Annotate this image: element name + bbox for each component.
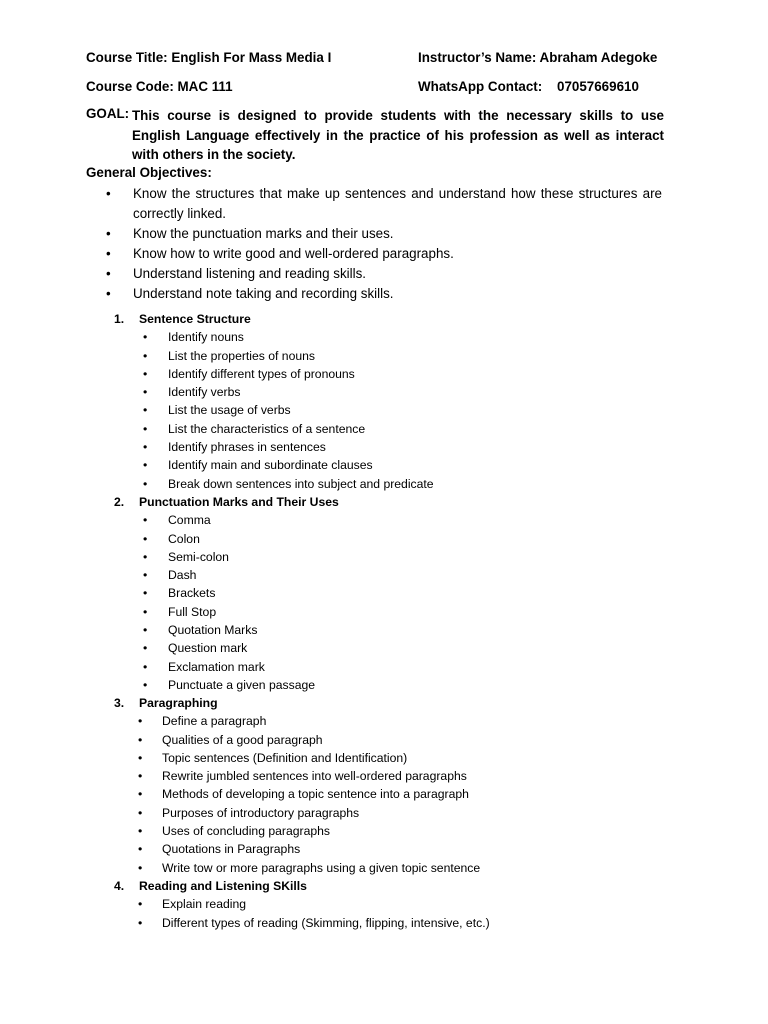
bullet-icon: • — [143, 641, 148, 656]
bullet-icon: • — [138, 732, 143, 747]
section-heading — [114, 694, 674, 712]
bullet-icon: • — [143, 348, 148, 363]
instructor-name: Instructor’s Name: Abraham Adegoke — [418, 50, 658, 65]
objective-text: Know how to write good and well-ordered paragraphs. — [133, 245, 454, 261]
bullet-icon: • — [138, 787, 143, 802]
section-sentence-structure — [114, 310, 674, 493]
topic-text: Comma — [168, 513, 211, 528]
topic-text: Quotation Marks — [168, 623, 258, 638]
topic-item — [114, 676, 674, 694]
bullet-icon: • — [106, 285, 111, 301]
topic-item — [114, 639, 674, 657]
topic-item — [114, 822, 674, 840]
section-number: 1. — [114, 312, 125, 326]
topic-text: Purposes of introductory paragraphs — [162, 805, 360, 820]
topic-text: List the properties of nouns — [168, 348, 316, 363]
section-topic-list — [114, 895, 674, 932]
section-title: Reading and Listening SKills — [139, 879, 307, 893]
section-title: Sentence Structure — [139, 312, 251, 326]
bullet-icon: • — [138, 769, 143, 784]
section-punctuation — [114, 493, 674, 694]
topic-text: Quotations in Paragraphs — [162, 842, 301, 857]
bullet-icon: • — [138, 805, 143, 820]
topic-text: Break down sentences into subject and predicate — [168, 476, 434, 491]
topic-item — [114, 365, 674, 383]
bullet-icon: • — [143, 513, 148, 528]
bullet-icon: • — [143, 659, 148, 674]
topic-text: List the usage of verbs — [168, 403, 291, 418]
topic-text: Identify main and subordinate clauses — [168, 458, 373, 473]
topic-item — [114, 749, 674, 767]
goal-label: GOAL: — [86, 106, 130, 121]
topic-text: Identify different types of pronouns — [168, 366, 355, 381]
section-number: 2. — [114, 495, 125, 509]
bullet-icon: • — [143, 604, 148, 619]
bullet-icon: • — [143, 385, 148, 400]
section-heading — [114, 877, 674, 895]
whatsapp-number: 07057669610 — [557, 79, 639, 94]
bullet-icon: • — [143, 549, 148, 564]
bullet-icon: • — [138, 714, 143, 729]
bullet-icon: • — [143, 330, 148, 345]
topic-text: Explain reading — [162, 897, 247, 912]
topic-text: Methods of developing a topic sentence into a paragraph — [162, 787, 469, 802]
section-heading — [114, 493, 674, 511]
topic-text: Rewrite jumbled sentences into well-ordered paragraphs — [162, 769, 467, 784]
objective-item — [106, 284, 662, 304]
bullet-icon: • — [143, 403, 148, 418]
topic-item — [114, 584, 674, 602]
bullet-icon: • — [143, 568, 148, 583]
topic-text: Brackets — [168, 586, 216, 601]
bullet-icon: • — [138, 824, 143, 839]
topic-text: Qualities of a good paragraph — [162, 732, 323, 747]
topic-item — [114, 804, 674, 822]
topic-item — [114, 420, 674, 438]
objective-text: Understand listening and reading skills. — [133, 265, 366, 281]
section-title: Punctuation Marks and Their Uses — [139, 495, 339, 509]
topic-text: Question mark — [168, 641, 248, 656]
topic-text: List the characteristics of a sentence — [168, 421, 366, 436]
general-objectives-list — [106, 184, 662, 304]
topic-text: Full Stop — [168, 604, 217, 619]
bullet-icon: • — [106, 225, 111, 241]
bullet-icon: • — [143, 623, 148, 638]
topic-item — [114, 475, 674, 493]
section-topic-list — [114, 328, 674, 493]
topic-text: Dash — [168, 568, 197, 583]
goal-text: This course is designed to provide students with the necessary skills to use English Language effectively in the practice of his profession as well as interact with others in the society. — [132, 108, 664, 162]
section-heading — [114, 310, 674, 328]
section-topic-list — [114, 712, 674, 877]
topic-text: Write tow or more paragraphs using a given topic sentence — [162, 860, 481, 875]
topic-item — [114, 859, 674, 877]
bullet-icon: • — [143, 531, 148, 546]
topic-item — [114, 438, 674, 456]
bullet-icon: • — [143, 458, 148, 473]
objective-text: Know the punctuation marks and their uses. — [133, 225, 394, 241]
section-title: Paragraphing — [139, 696, 218, 710]
topic-item — [114, 621, 674, 639]
objective-item — [106, 264, 662, 284]
topic-item — [114, 603, 674, 621]
bullet-icon: • — [143, 677, 148, 692]
topic-item — [114, 401, 674, 419]
bullet-icon: • — [138, 897, 143, 912]
whatsapp-label: WhatsApp Contact: — [418, 79, 543, 94]
section-number: 4. — [114, 879, 125, 893]
topic-item — [114, 548, 674, 566]
course-title: Course Title: English For Mass Media I — [86, 50, 332, 65]
topic-text: Exclamation mark — [168, 659, 265, 674]
section-paragraphing — [114, 694, 674, 877]
topic-item — [114, 840, 674, 858]
bullet-icon: • — [138, 860, 143, 875]
objective-text: Understand note taking and recording skills. — [133, 285, 394, 301]
topic-text: Punctuate a given passage — [168, 677, 316, 692]
section-number: 3. — [114, 696, 125, 710]
topic-item — [114, 914, 674, 932]
topic-item — [114, 895, 674, 913]
topic-text: Identify nouns — [168, 330, 244, 345]
bullet-icon: • — [138, 915, 143, 930]
topic-text: Uses of concluding paragraphs — [162, 824, 331, 839]
bullet-icon: • — [143, 421, 148, 436]
topic-text: Identify phrases in sentences — [168, 440, 326, 455]
bullet-icon: • — [143, 366, 148, 381]
topic-text: Identify verbs — [168, 385, 241, 400]
objective-text: Know the structures that make up sentences and understand how these structures are correctly linked. — [133, 186, 662, 221]
topic-item — [114, 785, 674, 803]
topic-item — [114, 566, 674, 584]
objective-item — [106, 224, 662, 244]
bullet-icon: • — [138, 842, 143, 857]
bullet-icon: • — [143, 476, 148, 491]
bullet-icon: • — [138, 750, 143, 765]
topic-item — [114, 530, 674, 548]
topic-item — [114, 456, 674, 474]
bullet-icon: • — [143, 586, 148, 601]
topic-text: Different types of reading (Skimming, flipping, intensive, etc.) — [162, 915, 490, 930]
bullet-icon: • — [106, 245, 111, 261]
general-objectives-title: General Objectives: — [86, 165, 212, 180]
topic-item — [114, 731, 674, 749]
topic-item — [114, 511, 674, 529]
section-reading-listening — [114, 877, 674, 932]
topic-text: Colon — [168, 531, 200, 546]
topic-text: Topic sentences (Definition and Identification) — [162, 750, 408, 765]
topic-item — [114, 658, 674, 676]
bullet-icon: • — [106, 186, 111, 201]
course-code: Course Code: MAC 111 — [86, 79, 233, 94]
bullet-icon: • — [143, 440, 148, 455]
topic-text: Semi-colon — [168, 549, 229, 564]
section-topic-list — [114, 511, 674, 694]
topic-item — [114, 383, 674, 401]
objective-item — [106, 244, 662, 264]
topic-text: Define a paragraph — [162, 714, 267, 729]
topic-item — [114, 347, 674, 365]
topic-item — [114, 328, 674, 346]
objective-item — [106, 184, 662, 223]
topic-item — [114, 712, 674, 730]
bullet-icon: • — [106, 265, 111, 281]
topic-item — [114, 767, 674, 785]
